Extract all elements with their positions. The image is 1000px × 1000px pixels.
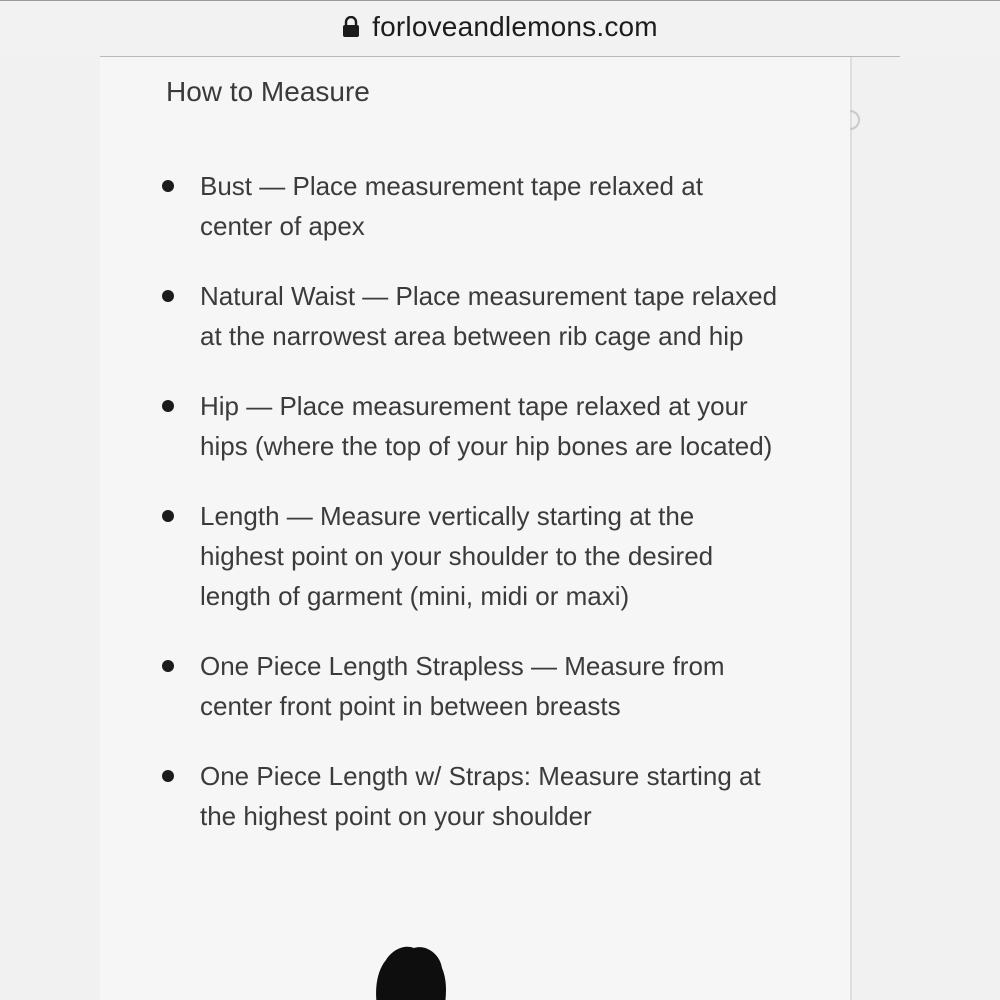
list-item-text: One Piece Length Strapless — Measure from center front point in between breasts — [200, 651, 725, 721]
list-item-hip — [160, 386, 780, 466]
bullet-icon — [162, 770, 174, 782]
measurement-list — [160, 166, 780, 866]
bullet-icon — [162, 510, 174, 522]
bullet-icon — [162, 180, 174, 192]
bullet-icon — [162, 660, 174, 672]
lock-icon — [342, 16, 360, 38]
list-item-text: Hip — Place measurement tape relaxed at your hips (where the top of your hip bones are located) — [200, 391, 773, 461]
bullet-icon — [162, 290, 174, 302]
address-bar-content[interactable] — [0, 9, 1000, 45]
list-item-length — [160, 496, 780, 616]
list-item-bust — [160, 166, 780, 246]
list-item-one-piece-straps — [160, 756, 780, 836]
list-item-natural-waist — [160, 276, 780, 356]
list-item-one-piece-strapless — [160, 646, 780, 726]
figure-illustration — [370, 942, 450, 1000]
list-item-text: One Piece Length w/ Straps: Measure starting at the highest point on your shoulder — [200, 761, 761, 831]
bullet-icon — [162, 400, 174, 412]
list-item-text: Length — Measure vertically starting at the highest point on your shoulder to the desired length of garment (mini, midi or maxi) — [200, 501, 714, 611]
partial-close-icon[interactable] — [848, 108, 862, 132]
address-bar[interactable] — [0, 0, 1000, 57]
url-text[interactable]: forloveandlemons.com — [372, 11, 658, 42]
list-item-text: Bust — Place measurement tape relaxed at center of apex — [200, 171, 703, 241]
side-gutter — [852, 57, 902, 1000]
list-item-text: Natural Waist — Place measurement tape relaxed at the narrowest area between rib cage and hip — [200, 281, 778, 351]
section-heading: How to Measure — [166, 76, 370, 107]
